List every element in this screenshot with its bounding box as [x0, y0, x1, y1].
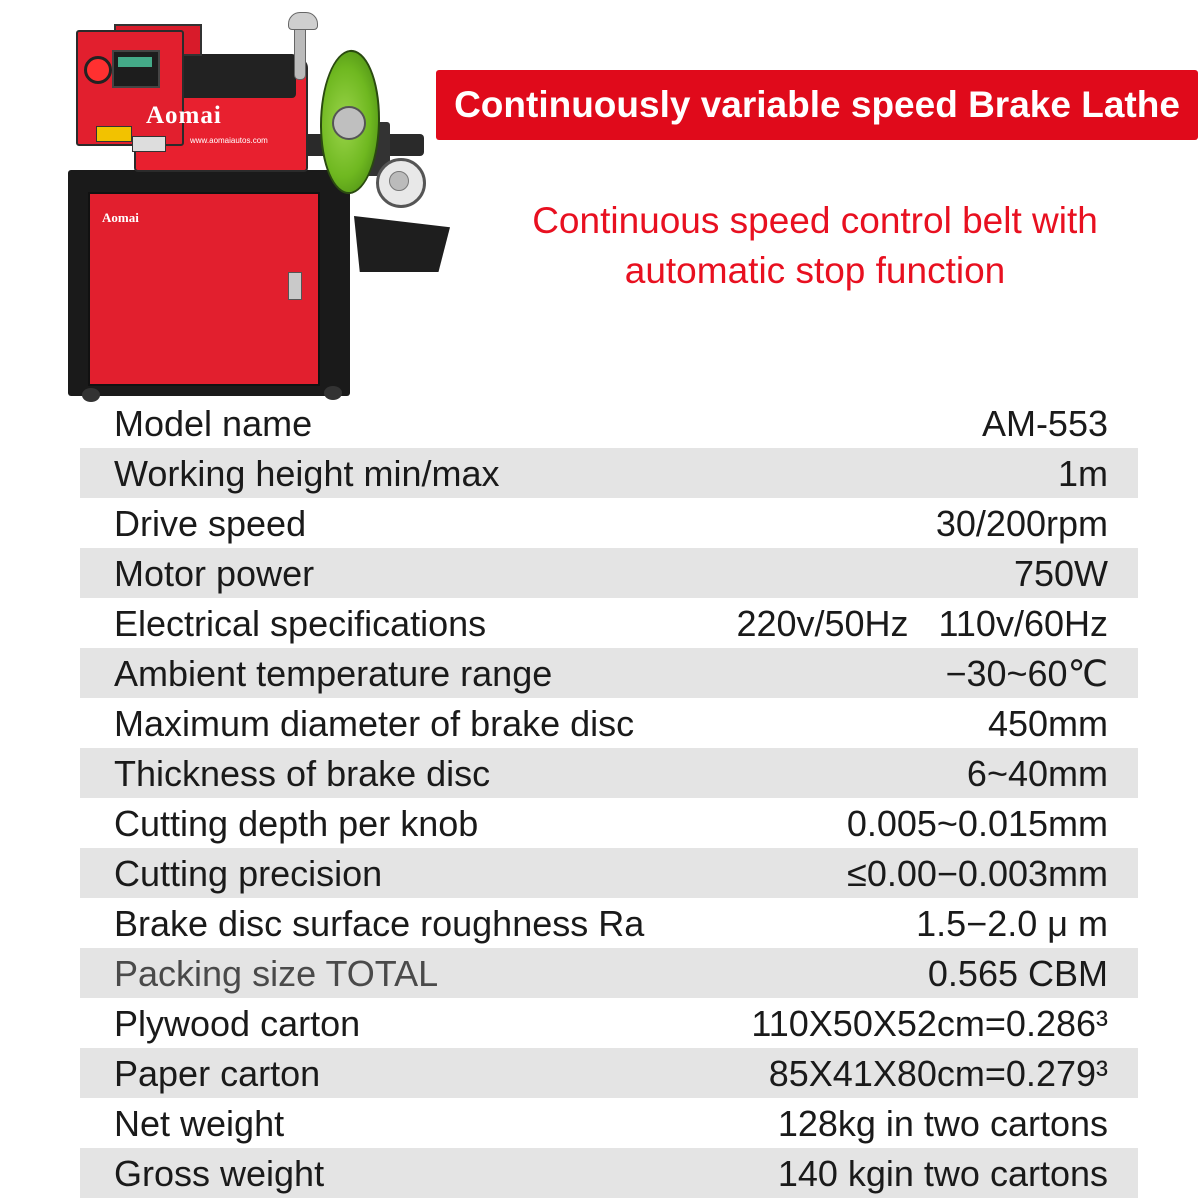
spec-row-working-height: [80, 448, 1138, 498]
spec-row-electrical: [80, 598, 1138, 648]
subtitle-line-1: Continuous speed control belt with: [532, 200, 1098, 241]
spec-label: Electrical specifications: [114, 603, 487, 644]
banner-title: Continuously variable speed Brake Lathe: [454, 84, 1180, 125]
feature-subtitle: [450, 196, 1180, 296]
spec-value: 6~40mm: [966, 753, 1108, 794]
spec-row-cutting-depth: [80, 798, 1138, 848]
spec-label: Brake disc surface roughness Ra: [114, 903, 645, 944]
spec-row-plywood-carton: [80, 998, 1138, 1048]
spec-table: [80, 398, 1138, 1198]
spec-label: Maximum diameter of brake disc: [114, 703, 635, 744]
spec-value: ≤0.00−0.003mm: [847, 853, 1108, 894]
spec-label: Working height min/max: [114, 453, 500, 494]
spec-value: 1m: [1057, 453, 1108, 494]
chip-tray: [354, 216, 450, 272]
spec-row-net-weight: [80, 1098, 1138, 1148]
disc-hub: [332, 106, 366, 140]
spec-value: −30~60℃: [945, 653, 1108, 694]
spec-value: 128kg in two cartons: [777, 1103, 1108, 1144]
spec-value: 30/200rpm: [935, 503, 1108, 544]
spec-value: 450mm: [987, 703, 1108, 744]
spec-label: Drive speed: [114, 503, 307, 544]
spec-label: Plywood carton: [114, 1003, 361, 1044]
brake-lathe-image: [62, 10, 450, 402]
spec-label: Cutting depth per knob: [114, 803, 479, 844]
spec-label: Packing size TOTAL: [114, 953, 439, 994]
spec-value: 85X41X80cm=0.279³: [768, 1053, 1108, 1094]
spec-label: Cutting precision: [114, 853, 383, 894]
name-plate: [132, 136, 166, 152]
spec-row-surface-roughness: [80, 898, 1138, 948]
work-lamp-icon: [288, 12, 318, 30]
cutting-dial-icon: [376, 158, 426, 208]
spec-value: 0.565 CBM: [927, 953, 1108, 994]
spec-label: Paper carton: [114, 1053, 321, 1094]
spec-label: Gross weight: [114, 1153, 325, 1194]
spec-value: 140 kgin two cartons: [777, 1153, 1108, 1194]
spec-value: AM-553: [981, 403, 1108, 444]
spec-value: 750W: [1013, 553, 1108, 594]
spec-value: 110X50X52cm=0.286³: [751, 1003, 1108, 1044]
spec-label: Ambient temperature range: [114, 653, 553, 694]
spec-row-packing-size: [80, 948, 1138, 998]
spec-label: Model name: [114, 403, 313, 444]
spec-value: 1.5−2.0 μ m: [916, 903, 1108, 944]
door-logo: Aomai: [102, 210, 139, 225]
spec-row-gross-weight: [80, 1148, 1138, 1198]
brand-logo: Aomai: [146, 102, 222, 129]
title-banner: [436, 70, 1198, 140]
door-handle: [288, 272, 302, 300]
brand-url: www.aomaiautos.com: [190, 136, 268, 145]
spec-row-motor-power: [80, 548, 1138, 598]
speed-display: [112, 50, 160, 88]
emergency-stop-icon: [84, 56, 112, 84]
spec-value: 220v/50Hz 110v/60Hz: [736, 603, 1108, 644]
spec-row-ambient-temperature: [80, 648, 1138, 698]
spec-label: Net weight: [114, 1103, 285, 1144]
subtitle-line-2: automatic stop function: [624, 250, 1006, 291]
spec-label: Thickness of brake disc: [114, 753, 491, 794]
spec-row-disc-thickness: [80, 748, 1138, 798]
spec-row-cutting-precision: [80, 848, 1138, 898]
spec-row-paper-carton: [80, 1048, 1138, 1098]
spec-label: Motor power: [114, 553, 315, 594]
warning-label: [96, 126, 132, 142]
spec-row-drive-speed: [80, 498, 1138, 548]
spec-row-model: [80, 398, 1138, 448]
spec-value: 0.005~0.015mm: [846, 803, 1108, 844]
spec-row-max-disc-diameter: [80, 698, 1138, 748]
